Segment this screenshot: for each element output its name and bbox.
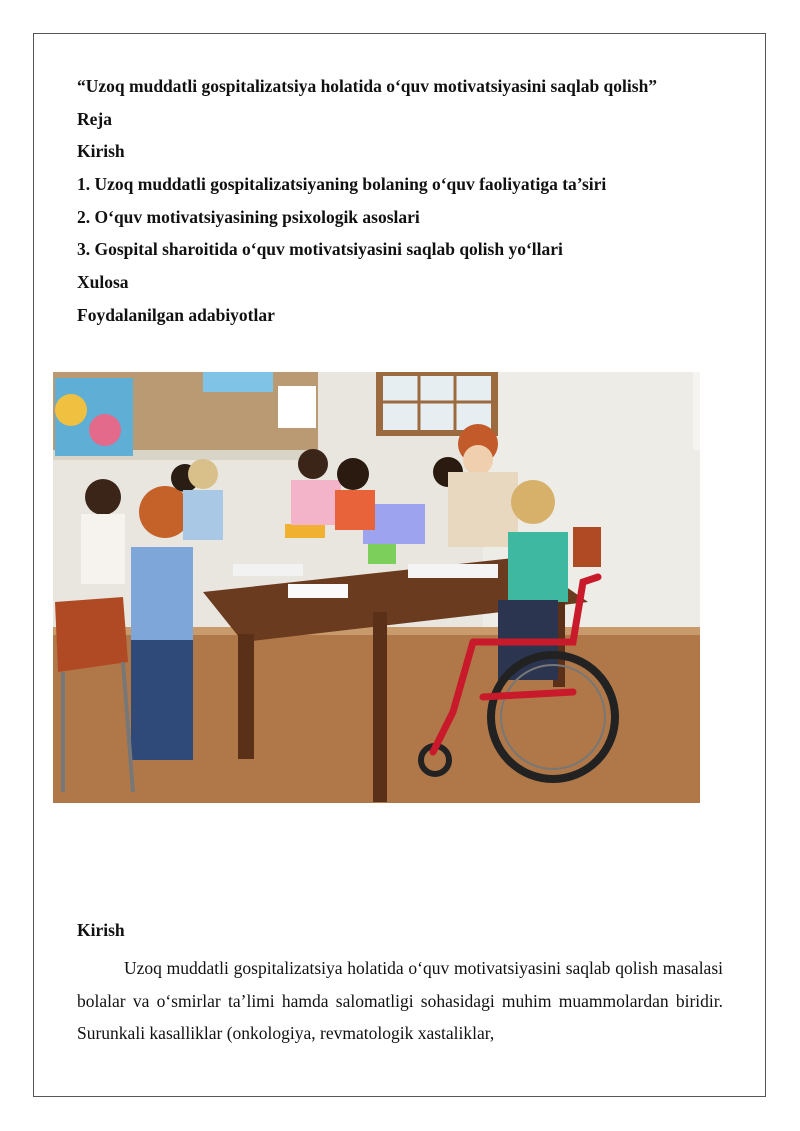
toc-item-2: 2. O‘quv motivatsiyasining psixologik asoslari [77,206,420,227]
classroom-photo [53,372,700,803]
toc-item-1: 1. Uzoq muddatli gospitalizatsiyaning bolaning o‘quv faoliyatiga ta’siri [77,174,607,195]
toc-item-reja: Reja [77,108,112,129]
toc-item-kirish: Kirish [77,141,125,162]
document-title: “Uzoq muddatli gospitalizatsiya holatida o‘quv motivatsiyasini saqlab qolish” [77,76,658,96]
intro-paragraph: Uzoq muddatli gospitalizatsiya holatida o‘quv motivatsiyasini saqlab qolish masalasi bolalar va o‘smirlar ta’limi hamda salomatligi sohasidagi muhim muammolardan biridir. Surunkali kasalliklar (onkologiya, revmatologik xastaliklar, [77,958,723,1044]
toc-item-3: 3. Gospital sharoitida o‘quv motivatsiyasini saqlab qolish yo‘llari [77,239,563,260]
table-of-contents [77,76,727,338]
section-heading-kirish: Kirish [77,920,125,940]
toc-item-adabiyotlar: Foydalanilgan adabiyotlar [77,304,275,325]
toc-item-xulosa: Xulosa [77,272,129,293]
